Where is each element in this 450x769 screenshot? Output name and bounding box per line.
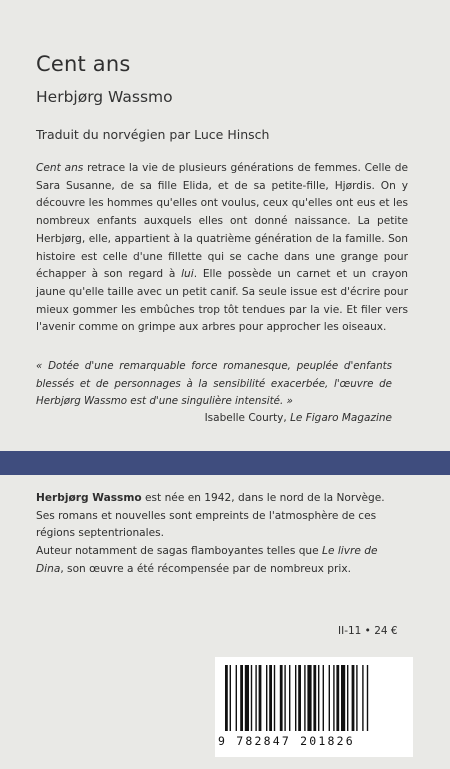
bio-text-2: Auteur notamment de sagas flamboyantes telles que (36, 545, 323, 558)
blurb-title-italic: Cent ans (36, 162, 84, 174)
blurb-lui-italic: lui (181, 268, 194, 281)
barcode (215, 657, 413, 757)
bio-work-title: Le livre de Dina (36, 545, 378, 575)
quote-source-magazine: Le Figaro Magazine (290, 412, 392, 424)
blurb-text: retrace la vie de plusieurs générations de femmes. Celle de Sara Susanne, de sa fille Elida, et de sa petite-fille, Hjørdis. On y découvre les hommes qu'elles ont voulus, ceux qu'elles ont eus et les nombreux enfants auxquels elles ont donné naissance. La petite Herbjørg, elle, appartient à la quatrième génération de la famille. Son histoire est celle d'une fillette qui se cache dans une grange pour échapper à son regard à (36, 162, 408, 281)
book-author: Herbjørg Wassmo (36, 88, 173, 106)
blurb-paragraph (36, 160, 408, 337)
price-label: II-11 • 24 € (338, 625, 398, 637)
press-quote: « Dotée d'une remarquable force romanesque, peuplée d'enfants blessés et de personnages à la sensibilité exacerbée, l'œuvre de Herbjørg Wassmo est d'une singulière intensité. » (36, 360, 392, 408)
color-band (0, 451, 450, 475)
author-bio (36, 490, 404, 579)
bio-text-3: , son œuvre a été récompensée par de nombreux prix. (60, 562, 351, 575)
isbn-digits: 9 782847 201826 (218, 734, 355, 748)
translator-credit: Traduit du norvégien par Luce Hinsch (36, 127, 270, 142)
bio-author-name: Herbjørg Wassmo (36, 492, 142, 504)
bio-text-1: est née en 1942, dans le nord de la Norvège. Ses romans et nouvelles sont empreints de l'atmosphère de ces régions septentrionales. (36, 492, 385, 540)
barcode-bars-icon (225, 665, 403, 733)
book-title: Cent ans (36, 52, 131, 76)
blurb-text-end: . Elle possède un carnet et un crayon jaune qu'elle taille avec un petit canif. Sa seule issue est d'écrire pour mieux gommer les embûches trop tôt tendues par la vie. Et filer vers l'avenir comme on grimpe aux arbres pour approcher les oiseaux. (36, 268, 409, 334)
quote-source (205, 412, 392, 424)
quote-source-name: Isabelle Courty, (204, 412, 291, 424)
